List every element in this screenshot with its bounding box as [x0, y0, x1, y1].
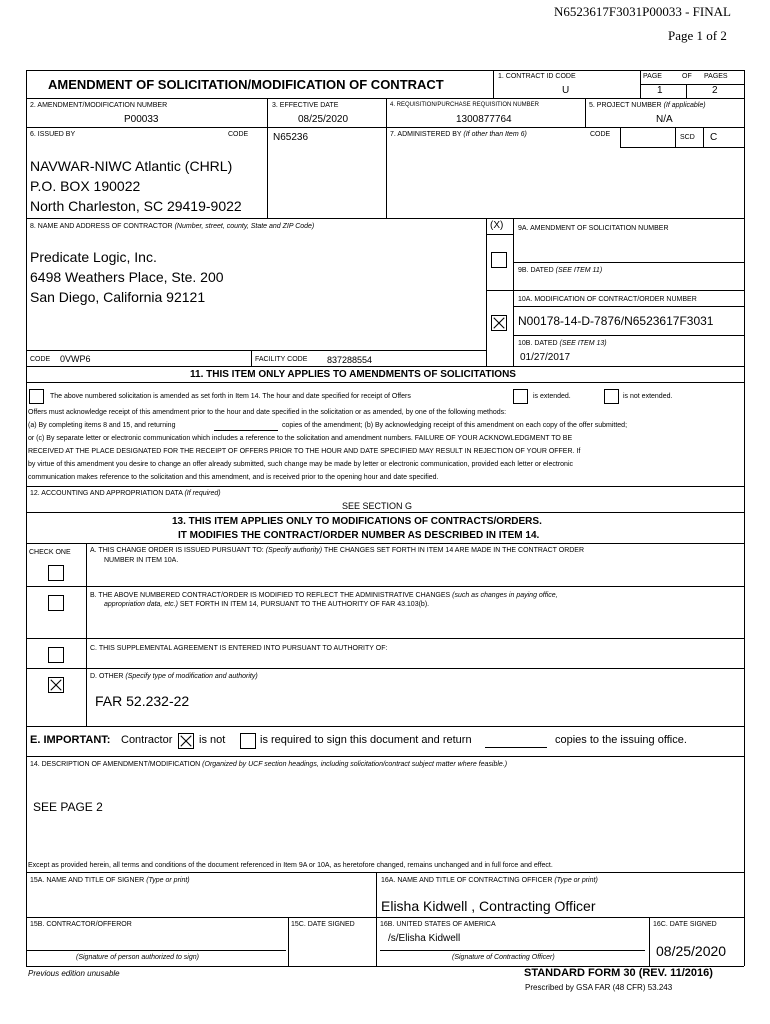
- item-12-hint: (If required): [184, 490, 221, 497]
- administered-by-label: [390, 130, 527, 139]
- item-9a-label: 9A. AMENDMENT OF SOLICITATION NUMBER: [518, 225, 669, 232]
- project-number: N/A: [656, 114, 673, 125]
- item-12-value: SEE SECTION G: [342, 501, 413, 511]
- standard-form-number: STANDARD FORM 30 (REV. 11/2016): [524, 967, 713, 979]
- administered-code-label: CODE: [590, 131, 611, 138]
- contractor-line-3: San Diego, California 92121: [30, 289, 206, 305]
- copies-return-blank[interactable]: [485, 747, 547, 748]
- item-13d-checkbox[interactable]: [48, 677, 64, 693]
- pages-label: PAGES: [704, 73, 728, 80]
- important-label: E. IMPORTANT:: [30, 734, 111, 746]
- item-9b-hint: (SEE ITEM 11): [555, 267, 603, 274]
- item-12-label-text: 12. ACCOUNTING AND APPROPRIATION DATA: [30, 490, 183, 497]
- project-number-label-text: 5. PROJECT NUMBER: [589, 102, 662, 109]
- x-column-label: (X): [490, 220, 504, 231]
- administered-by-label-text: 7. ADMINISTERED BY: [390, 131, 462, 138]
- contractor-offeror-label: 15B. CONTRACTOR/OFFEROR: [30, 921, 132, 928]
- date-signed-16c: 08/25/2020: [656, 943, 727, 959]
- item-11-line-5: RECEIVED AT THE PLACE DESIGNATED FOR THE RECEIPT OF OFFERS PRIOR TO THE HOUR AND DATE SPECIFIED MAY RESULT IN REJECTION OF YOUR OFFER. If: [28, 448, 581, 455]
- item-14-hint: (Organized by UCF section headings, including solicitation/contract subject matter where feasible.): [202, 761, 508, 768]
- item-9-checkbox[interactable]: [491, 252, 507, 268]
- issuer-line-3: North Charleston, SC 29419-9022: [30, 198, 242, 214]
- is-not-checkbox[interactable]: [178, 733, 194, 749]
- issued-by-label: 6. ISSUED BY: [30, 131, 76, 138]
- item-10a-value: N00178-14-D-7876/N6523617F3031: [518, 314, 714, 328]
- form-title: AMENDMENT OF SOLICITATION/MODIFICATION OF CONTRACT: [48, 77, 444, 92]
- item-11-line-1: The above numbered solicitation is amended as set forth in Item 14. The hour and date specified for receipt of Offers: [50, 393, 411, 400]
- item-13b-hint-1: (such as changes in paying office,: [452, 592, 558, 599]
- item-11-checkbox[interactable]: [29, 389, 44, 404]
- important-contractor: Contractor: [121, 734, 173, 746]
- item-14-label: [30, 760, 507, 769]
- amendment-number: P00033: [124, 114, 159, 125]
- extended-text: is extended.: [533, 393, 571, 400]
- contract-id-code-label: 1. CONTRACT ID CODE: [498, 73, 576, 80]
- requisition-number: 1300877764: [456, 114, 512, 125]
- item-10b-label-text: 10B. DATED: [518, 340, 558, 347]
- scd-value: C: [710, 132, 718, 143]
- contractor-code: 0VWP6: [60, 354, 91, 364]
- item-13a-line-1: [90, 546, 584, 556]
- checked-x-icon: [49, 678, 63, 692]
- signature-15-caption: (Signature of person authorized to sign): [76, 954, 199, 961]
- issuer-line-2: P.O. BOX 190022: [30, 178, 141, 194]
- contractor-label-text: 8. NAME AND ADDRESS OF CONTRACTOR: [30, 223, 173, 230]
- facility-code-label: FACILITY CODE: [255, 356, 308, 363]
- copies-blank[interactable]: [214, 430, 278, 431]
- item-12-label: [30, 489, 221, 498]
- item-11-title: 11. THIS ITEM ONLY APPLIES TO AMENDMENTS OF SOLICITATIONS: [190, 369, 516, 380]
- contractor-hint: (Number, street, county, State and ZIP Code): [174, 223, 315, 230]
- item-14-value: SEE PAGE 2: [33, 800, 103, 814]
- project-number-label: [589, 101, 706, 110]
- item-11-line-2: Offers must acknowledge receipt of this amendment prior to the hour and date specified in the solicitation or as amended, by one of the following methods:: [28, 409, 507, 416]
- issued-by-code-label: CODE: [228, 131, 249, 138]
- item-14-label-text: 14. DESCRIPTION OF AMENDMENT/MODIFICATION: [30, 761, 201, 768]
- date-signed-15c-label: 15C. DATE SIGNED: [291, 921, 355, 928]
- item-9b-label-text: 9B. DATED: [518, 267, 554, 274]
- officer-signature: /s/Elisha Kidwell: [388, 933, 461, 944]
- item-10b-hint: (SEE ITEM 13): [559, 340, 607, 347]
- item-13b-text-1: B. THE ABOVE NUMBERED CONTRACT/ORDER IS MODIFIED TO REFLECT THE ADMINISTRATIVE CHANGES: [90, 592, 451, 599]
- check-one-label: CHECK ONE: [29, 549, 71, 556]
- item-11-line-7: communication makes reference to the solicitation and this amendment, and is received prior to the opening hour and date specified.: [28, 474, 439, 481]
- item-9b-label: [518, 266, 602, 275]
- item-10a-label: 10A. MODIFICATION OF CONTRACT/ORDER NUMBER: [518, 296, 697, 303]
- contractor-line-2: 6498 Weathers Place, Ste. 200: [30, 269, 224, 285]
- item-13-title-1: 13. THIS ITEM APPLIES ONLY TO MODIFICATIONS OF CONTRACTS/ORDERS.: [172, 516, 542, 527]
- issuer-line-1: NAVWAR-NIWC Atlantic (CHRL): [30, 158, 233, 174]
- officer-name-label: [381, 876, 598, 885]
- is-required-checkbox[interactable]: [240, 733, 256, 749]
- effective-date-label: 3. EFFECTIVE DATE: [272, 102, 339, 109]
- item-13a-line-2: NUMBER IN ITEM 10A.: [104, 557, 179, 564]
- item-13a-text-1: A. THIS CHANGE ORDER IS ISSUED PURSUANT TO:: [90, 547, 264, 554]
- important-is-not: is not: [199, 734, 226, 746]
- prescribed-by: Prescribed by GSA FAR (48 CFR) 53.243: [525, 983, 673, 992]
- item-11-line-6: by virtue of this amendment you desire to change an offer already submitted, such change may be made by letter or electronic communication, provided each letter or electronic: [28, 461, 573, 468]
- extended-checkbox[interactable]: [513, 389, 528, 404]
- page-label: PAGE: [643, 73, 662, 80]
- of-label: OF: [682, 73, 692, 80]
- scd-label: SCD: [680, 134, 695, 141]
- previous-edition-note: Previous edition unusable: [28, 969, 120, 978]
- administered-by-hint: (If other than Item 6): [463, 131, 527, 138]
- amendment-number-label: 2. AMENDMENT/MODIFICATION NUMBER: [30, 102, 168, 109]
- officer-name-label-text: 16A. NAME AND TITLE OF CONTRACTING OFFICER: [381, 877, 553, 884]
- pages-number: 2: [712, 85, 718, 96]
- contractor-code-label: CODE: [30, 356, 51, 363]
- contract-id-code: U: [562, 85, 570, 96]
- item-10b-label: [518, 339, 607, 348]
- officer-name: Elisha Kidwell , Contracting Officer: [381, 898, 596, 914]
- facility-code: 837288554: [327, 355, 373, 365]
- item-11-line-3a: (a) By completing items 8 and 15, and returning: [28, 422, 176, 429]
- project-number-hint: (If applicable): [663, 102, 706, 109]
- item-13-title-2: IT MODIFIES THE CONTRACT/ORDER NUMBER AS DESCRIBED IN ITEM 14.: [178, 530, 540, 541]
- item-13b-hint-2: appropriation data, etc.): [104, 601, 178, 608]
- signature-16-caption: (Signature of Contracting Officer): [452, 954, 555, 961]
- signer-name-label: [30, 876, 190, 885]
- item-13b-text-2: SET FORTH IN ITEM 14, PURSUANT TO THE AUTHORITY OF FAR 43.103(b).: [179, 601, 430, 608]
- signer-name-hint: (Type or print): [146, 877, 190, 884]
- item-10b-value: 01/27/2017: [520, 352, 571, 363]
- except-text: Except as provided herein, all terms and conditions of the document referenced in Item 9A or 10A, as heretofore changed, remains unchanged and in full force and effect.: [28, 862, 553, 869]
- important-copies: copies to the issuing office.: [555, 734, 687, 746]
- item-13a-hint: (Specify authority): [265, 547, 323, 554]
- item-13b-checkbox[interactable]: [48, 595, 64, 611]
- item-13d-line: [90, 672, 258, 682]
- requisition-label: 4. REQUISITION/PURCHASE REQUISITION NUMBER: [390, 102, 540, 108]
- important-is-required: is required to sign this document and return: [260, 734, 472, 746]
- page-number: 1: [657, 85, 663, 96]
- page-indicator: Page 1 of 2: [668, 28, 727, 43]
- officer-name-hint: (Type or print): [554, 877, 598, 884]
- item-13c-line: C. THIS SUPPLEMENTAL AGREEMENT IS ENTERED INTO PURSUANT TO AUTHORITY OF:: [90, 645, 388, 652]
- item-13a-checkbox[interactable]: [48, 565, 64, 581]
- item-11-line-4: or (c) By separate letter or electronic communication which includes a reference to the solicitation and amendment numbers. FAILURE OF YOUR ACKNOWLEDGMENT TO BE: [28, 435, 573, 442]
- not-extended-text: is not extended.: [623, 393, 673, 400]
- item-13d-hint: (Specify type of modification and authority): [125, 673, 258, 680]
- contractor-line-1: Predicate Logic, Inc.: [30, 249, 157, 265]
- not-extended-checkbox[interactable]: [604, 389, 619, 404]
- checked-x-icon: [492, 316, 506, 330]
- united-states-label: 16B. UNITED STATES OF AMERICA: [380, 921, 496, 928]
- item-10-checkbox[interactable]: [491, 315, 507, 331]
- item-13a-text-2: THE CHANGES SET FORTH IN ITEM 14 ARE MADE IN THE CONTRACT ORDER: [323, 547, 585, 554]
- checked-x-icon: [179, 734, 193, 748]
- signer-name-label-text: 15A. NAME AND TITLE OF SIGNER: [30, 877, 145, 884]
- item-11-line-3b: copies of the amendment; (b) By acknowledging receipt of this amendment on each copy of the offer submitted;: [282, 422, 628, 429]
- issued-by-code: N65236: [273, 132, 309, 143]
- item-13c-checkbox[interactable]: [48, 647, 64, 663]
- item-13b-line-2: [104, 600, 429, 610]
- document-id: N6523617F3031P00033 - FINAL: [554, 4, 731, 19]
- item-13d-text: D. OTHER: [90, 673, 124, 680]
- effective-date: 08/25/2020: [298, 114, 349, 125]
- contractor-label: [30, 222, 314, 231]
- date-signed-16c-label: 16C. DATE SIGNED: [653, 921, 717, 928]
- item-13d-value: FAR 52.232-22: [95, 693, 190, 709]
